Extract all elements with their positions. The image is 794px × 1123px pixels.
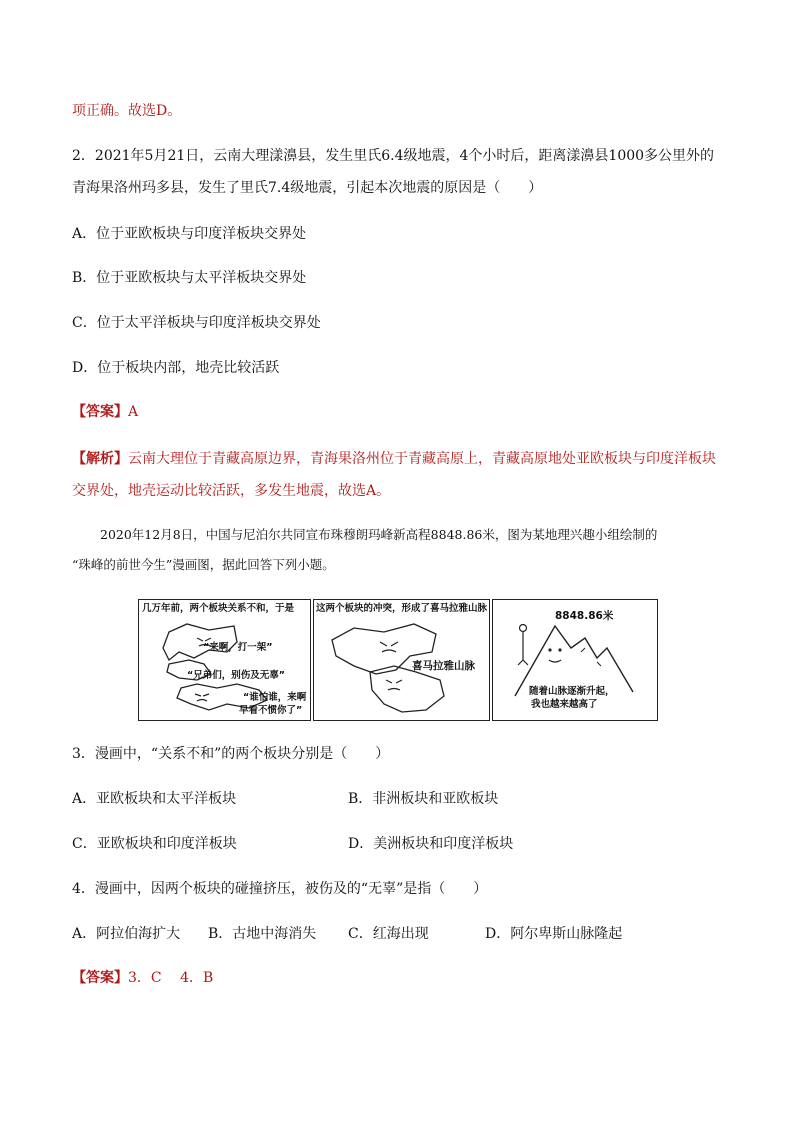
previous-answer-tail: 项正确。故选D。 bbox=[72, 103, 182, 119]
panel3-height-label: 8848.86米 bbox=[555, 610, 614, 622]
q4-option-c: C．红海出现 bbox=[348, 926, 429, 942]
panel2-label: 喜马拉雅山脉 bbox=[412, 660, 475, 672]
q4-option-b: B．古地中海消失 bbox=[208, 926, 317, 942]
q3-option-d: D．美洲板块和印度洋板块 bbox=[348, 836, 514, 852]
passage-line2: “珠峰的前世今生”漫画图，据此回答下列小题。 bbox=[72, 557, 335, 572]
final-answer-tag: 【答案】 bbox=[72, 970, 128, 986]
answer-tag: 【答案】 bbox=[72, 404, 128, 420]
analysis-text-1: 云南大理位于青藏高原边界，青海果洛州位于青藏高原上，青藏高原地处亚欧板块与印度洋板块 bbox=[128, 451, 716, 467]
analysis-tag: 【解析】 bbox=[72, 451, 128, 467]
panel1-speech-2: “兄弟们，别伤及无辜” bbox=[187, 670, 285, 681]
q2-option-d: D．位于板块内部，地壳比较活跃 bbox=[72, 360, 280, 376]
q3-stem: 3．漫画中，“关系不和”的两个板块分别是（ ） bbox=[72, 746, 390, 762]
panel1-speech-3: “谁怕谁，来啊 bbox=[243, 692, 307, 703]
comic-panel-3 bbox=[492, 599, 658, 721]
q4-option-d: D．阿尔卑斯山脉隆起 bbox=[485, 926, 623, 942]
comic-panel-1 bbox=[138, 599, 311, 721]
q4-stem: 4．漫画中，因两个板块的碰撞挤压，被伤及的“无辜”是指（ ） bbox=[72, 881, 488, 897]
q2-analysis-line1 bbox=[72, 449, 716, 469]
q3-option-c: C．亚欧板块和印度洋板块 bbox=[72, 836, 237, 852]
answer-value: A bbox=[128, 404, 139, 420]
panel1-speech-4: 早看不惯你了” bbox=[239, 705, 303, 716]
q2-analysis-line2: 交界处，地壳运动比较活跃，多发生地震，故选A。 bbox=[72, 483, 391, 499]
q3-option-b: B．非洲板块和亚欧板块 bbox=[348, 791, 499, 807]
q2-answer bbox=[72, 402, 138, 422]
final-answer-value: 3．C 4．B bbox=[128, 970, 214, 986]
q4-option-a: A．阿拉伯海扩大 bbox=[72, 926, 181, 942]
passage-line1: 2020年12月8日，中国与尼泊尔共同宣布珠穆朗玛峰新高程8848.86米，图为某地理兴趣小组绘制的 bbox=[100, 527, 658, 542]
q2-option-a: A．位于亚欧板块与印度洋板块交界处 bbox=[72, 226, 307, 242]
q2-stem-line2: 青海果洛州玛多县，发生了里氏7.4级地震，引起本次地震的原因是（ ） bbox=[72, 180, 543, 196]
panel3-text-2: 我也越来越高了 bbox=[531, 699, 598, 710]
q3-q4-answer bbox=[72, 968, 213, 988]
panel3-text-1: 随着山脉逐渐升起， bbox=[529, 686, 615, 697]
q3-option-a: A．亚欧板块和太平洋板块 bbox=[72, 791, 237, 807]
q2-option-b: B．位于亚欧板块与太平洋板块交界处 bbox=[72, 270, 307, 286]
panel2-caption: 这两个板块的冲突，形成了喜马拉雅山脉 bbox=[316, 603, 488, 614]
q2-option-c: C．位于太平洋板块与印度洋板块交界处 bbox=[72, 315, 321, 331]
q2-stem-line1: 2．2021年5月21日，云南大理漾濞县，发生里氏6.4级地震，4个小时后，距离漾濞县1000多公里外的 bbox=[72, 148, 715, 164]
comic-panel-2 bbox=[313, 599, 490, 721]
panel1-speech-1: “来啊，打一架” bbox=[203, 642, 273, 653]
panel1-caption: 几万年前，两个板块关系不和，于是 bbox=[142, 603, 295, 614]
